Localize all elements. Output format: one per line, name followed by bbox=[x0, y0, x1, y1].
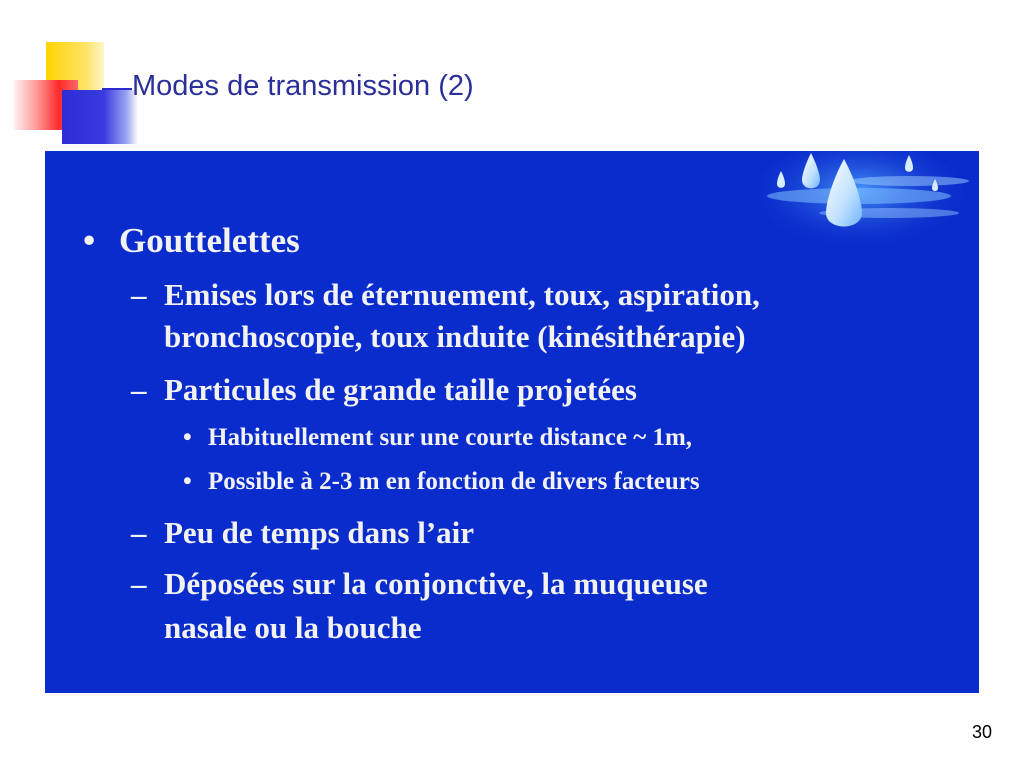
list-item-line: Déposées sur la conjonctive, la muqueuse bbox=[164, 566, 708, 601]
dash-marker: – bbox=[131, 372, 147, 407]
dash-marker: – bbox=[131, 566, 147, 601]
water-drops-icon bbox=[759, 151, 969, 251]
content-panel bbox=[45, 151, 979, 693]
sub-bullet-dot: • bbox=[183, 468, 192, 495]
sub-bullet-dot: • bbox=[183, 424, 192, 451]
list-item-line: bronchoscopie, toux induite (kinésithérapie) bbox=[164, 319, 746, 354]
list-item-line: Peu de temps dans l’air bbox=[164, 515, 474, 550]
list-item-line: Particules de grande taille projetées bbox=[164, 372, 637, 407]
list-item-line: Emises lors de éternuement, toux, aspiration, bbox=[164, 277, 760, 312]
sub-list-item: Habituellement sur une courte distance ~ 1m, bbox=[208, 424, 693, 451]
bullet-level1-text: Gouttelettes bbox=[119, 221, 300, 260]
color-squares-logo bbox=[0, 0, 150, 150]
bullet-dot: • bbox=[83, 221, 96, 260]
slide-title: Modes de transmission (2) bbox=[132, 70, 474, 102]
page-number: 30 bbox=[971, 722, 992, 742]
list-item-line: nasale ou la bouche bbox=[164, 610, 422, 645]
logo-blue-square bbox=[62, 90, 138, 144]
dash-marker: – bbox=[131, 277, 147, 312]
title-accent-line bbox=[102, 88, 132, 90]
dash-marker: – bbox=[131, 515, 147, 550]
sub-list-item: Possible à 2-3 m en fonction de divers facteurs bbox=[208, 468, 700, 495]
